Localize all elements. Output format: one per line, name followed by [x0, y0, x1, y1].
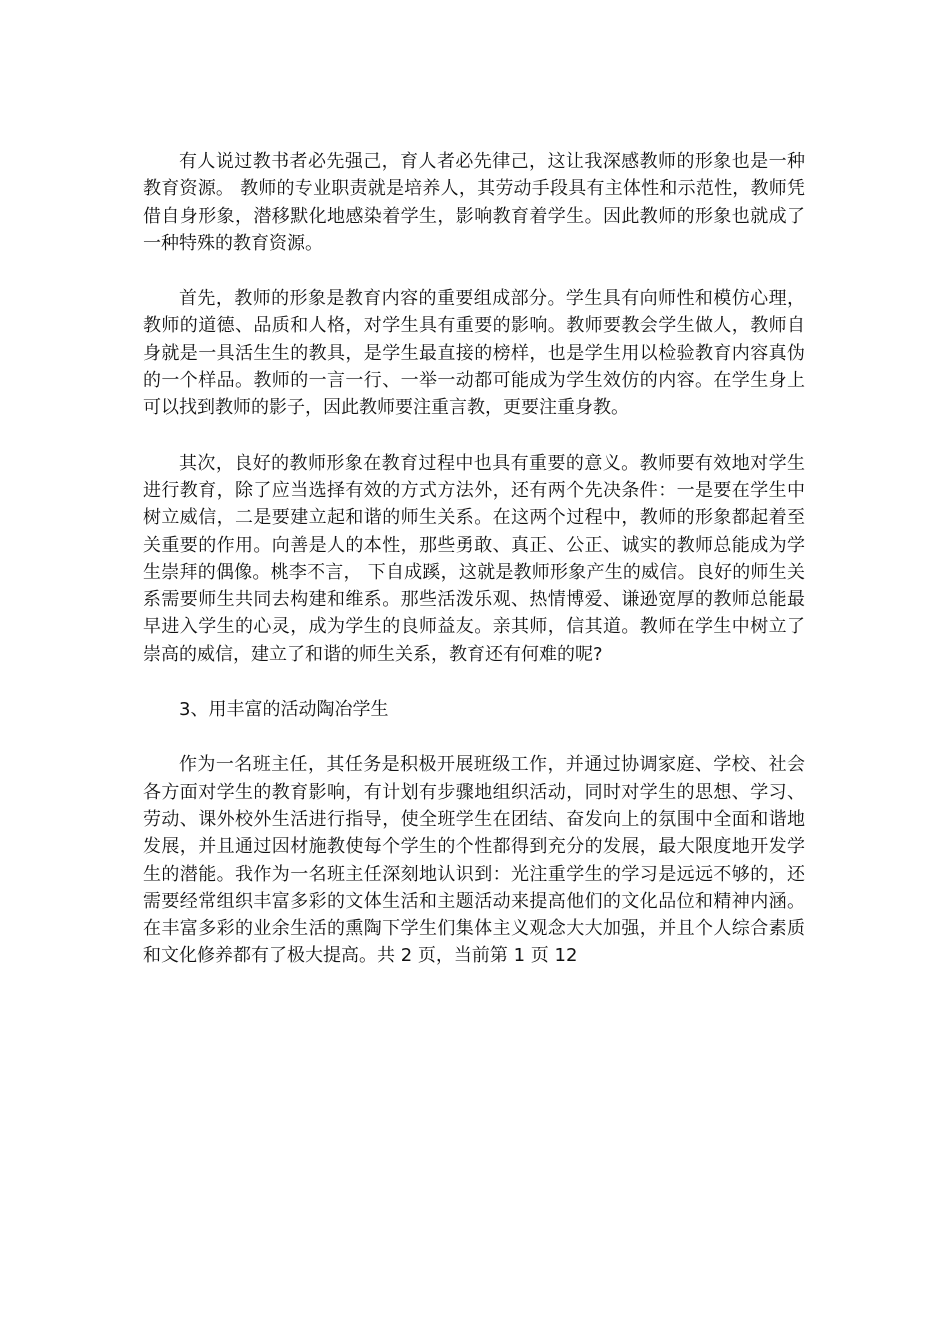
- paragraph-teacher-image-resource: 有人说过教书者必先强己，育人者必先律己，这让我深感教师的形象也是一种教育资源。 教师的专业职责就是培养人，其劳动手段具有主体性和示范性，教师凭借自身形象，潜移默化地感染着学生，影响教育着学生。因此教师的形象也就成了一种特殊的教育资源。: [143, 151, 805, 254]
- paragraph-spacer: [143, 668, 805, 696]
- paragraph-class-teacher-role: 作为一名班主任，其任务是积极开展班级工作，并通过协调家庭、学校、社会各方面对学生的教育影响，有计划有步骤地组织活动，同时对学生的思想、学习、劳动、课外校外生活进行指导，使全班学生在团结、奋发向上的氛围中全面和谐地发展，并且通过因材施教使每个学生的个性都得到充分的发展，最大限度地开发学生的潜能。我作为一名班主任深刻地认识到：光注重学生的学习是远远不够的，还需要经常组织丰富多彩的文体生活和主题活动来提高他们的文化品位和精神内涵。在丰富多彩的业余生活的熏陶下学生们集体主义观念大大加强，并且个人综合素质和文化修养都有了极大提高。共 2 页，当前第 1 页 12: [143, 754, 805, 967]
- document-body: [143, 148, 805, 970]
- section-heading-activities: 3、用丰富的活动陶冶学生: [179, 699, 389, 721]
- paragraph-second-point: 其次，良好的教师形象在教育过程中也具有重要的意义。教师要有效地对学生进行教育，除了应当选择有效的方式方法外，还有两个先决条件：一是要在学生中树立威信，二是要建立起和谐的师生关系。在这两个过程中，教师的形象都起着至关重要的作用。向善是人的本性，那些勇敢、真正、公正、诚实的教师总能成为学生崇拜的偶像。桃李不言， 下自成蹊，这就是教师形象产生的威信。良好的师生关系需要师生共同去构建和维系。那些活泼乐观、热情博爱、谦逊宽厚的教师总能最早进入学生的心灵，成为学生的良师益友。亲其师，信其道。教师在学生中树立了崇高的威信，建立了和谐的师生关系，教育还有何难的呢?: [143, 452, 805, 665]
- paragraph-first-point: 首先，教师的形象是教育内容的重要组成部分。学生具有向师性和模仿心理，教师的道德、品质和人格，对学生具有重要的影响。教师要教会学生做人，教师自身就是一具活生生的教具，是学生最直接的榜样，也是学生用以检验教育内容真伪的一个样品。教师的一言一行、一举一动都可能成为学生效仿的内容。在学生身上可以找到教师的影子，因此教师要注重言教，更要注重身教。: [143, 288, 805, 419]
- paragraph-spacer: [143, 422, 805, 450]
- paragraph-spacer: [143, 257, 805, 285]
- paragraph-spacer: [143, 723, 805, 751]
